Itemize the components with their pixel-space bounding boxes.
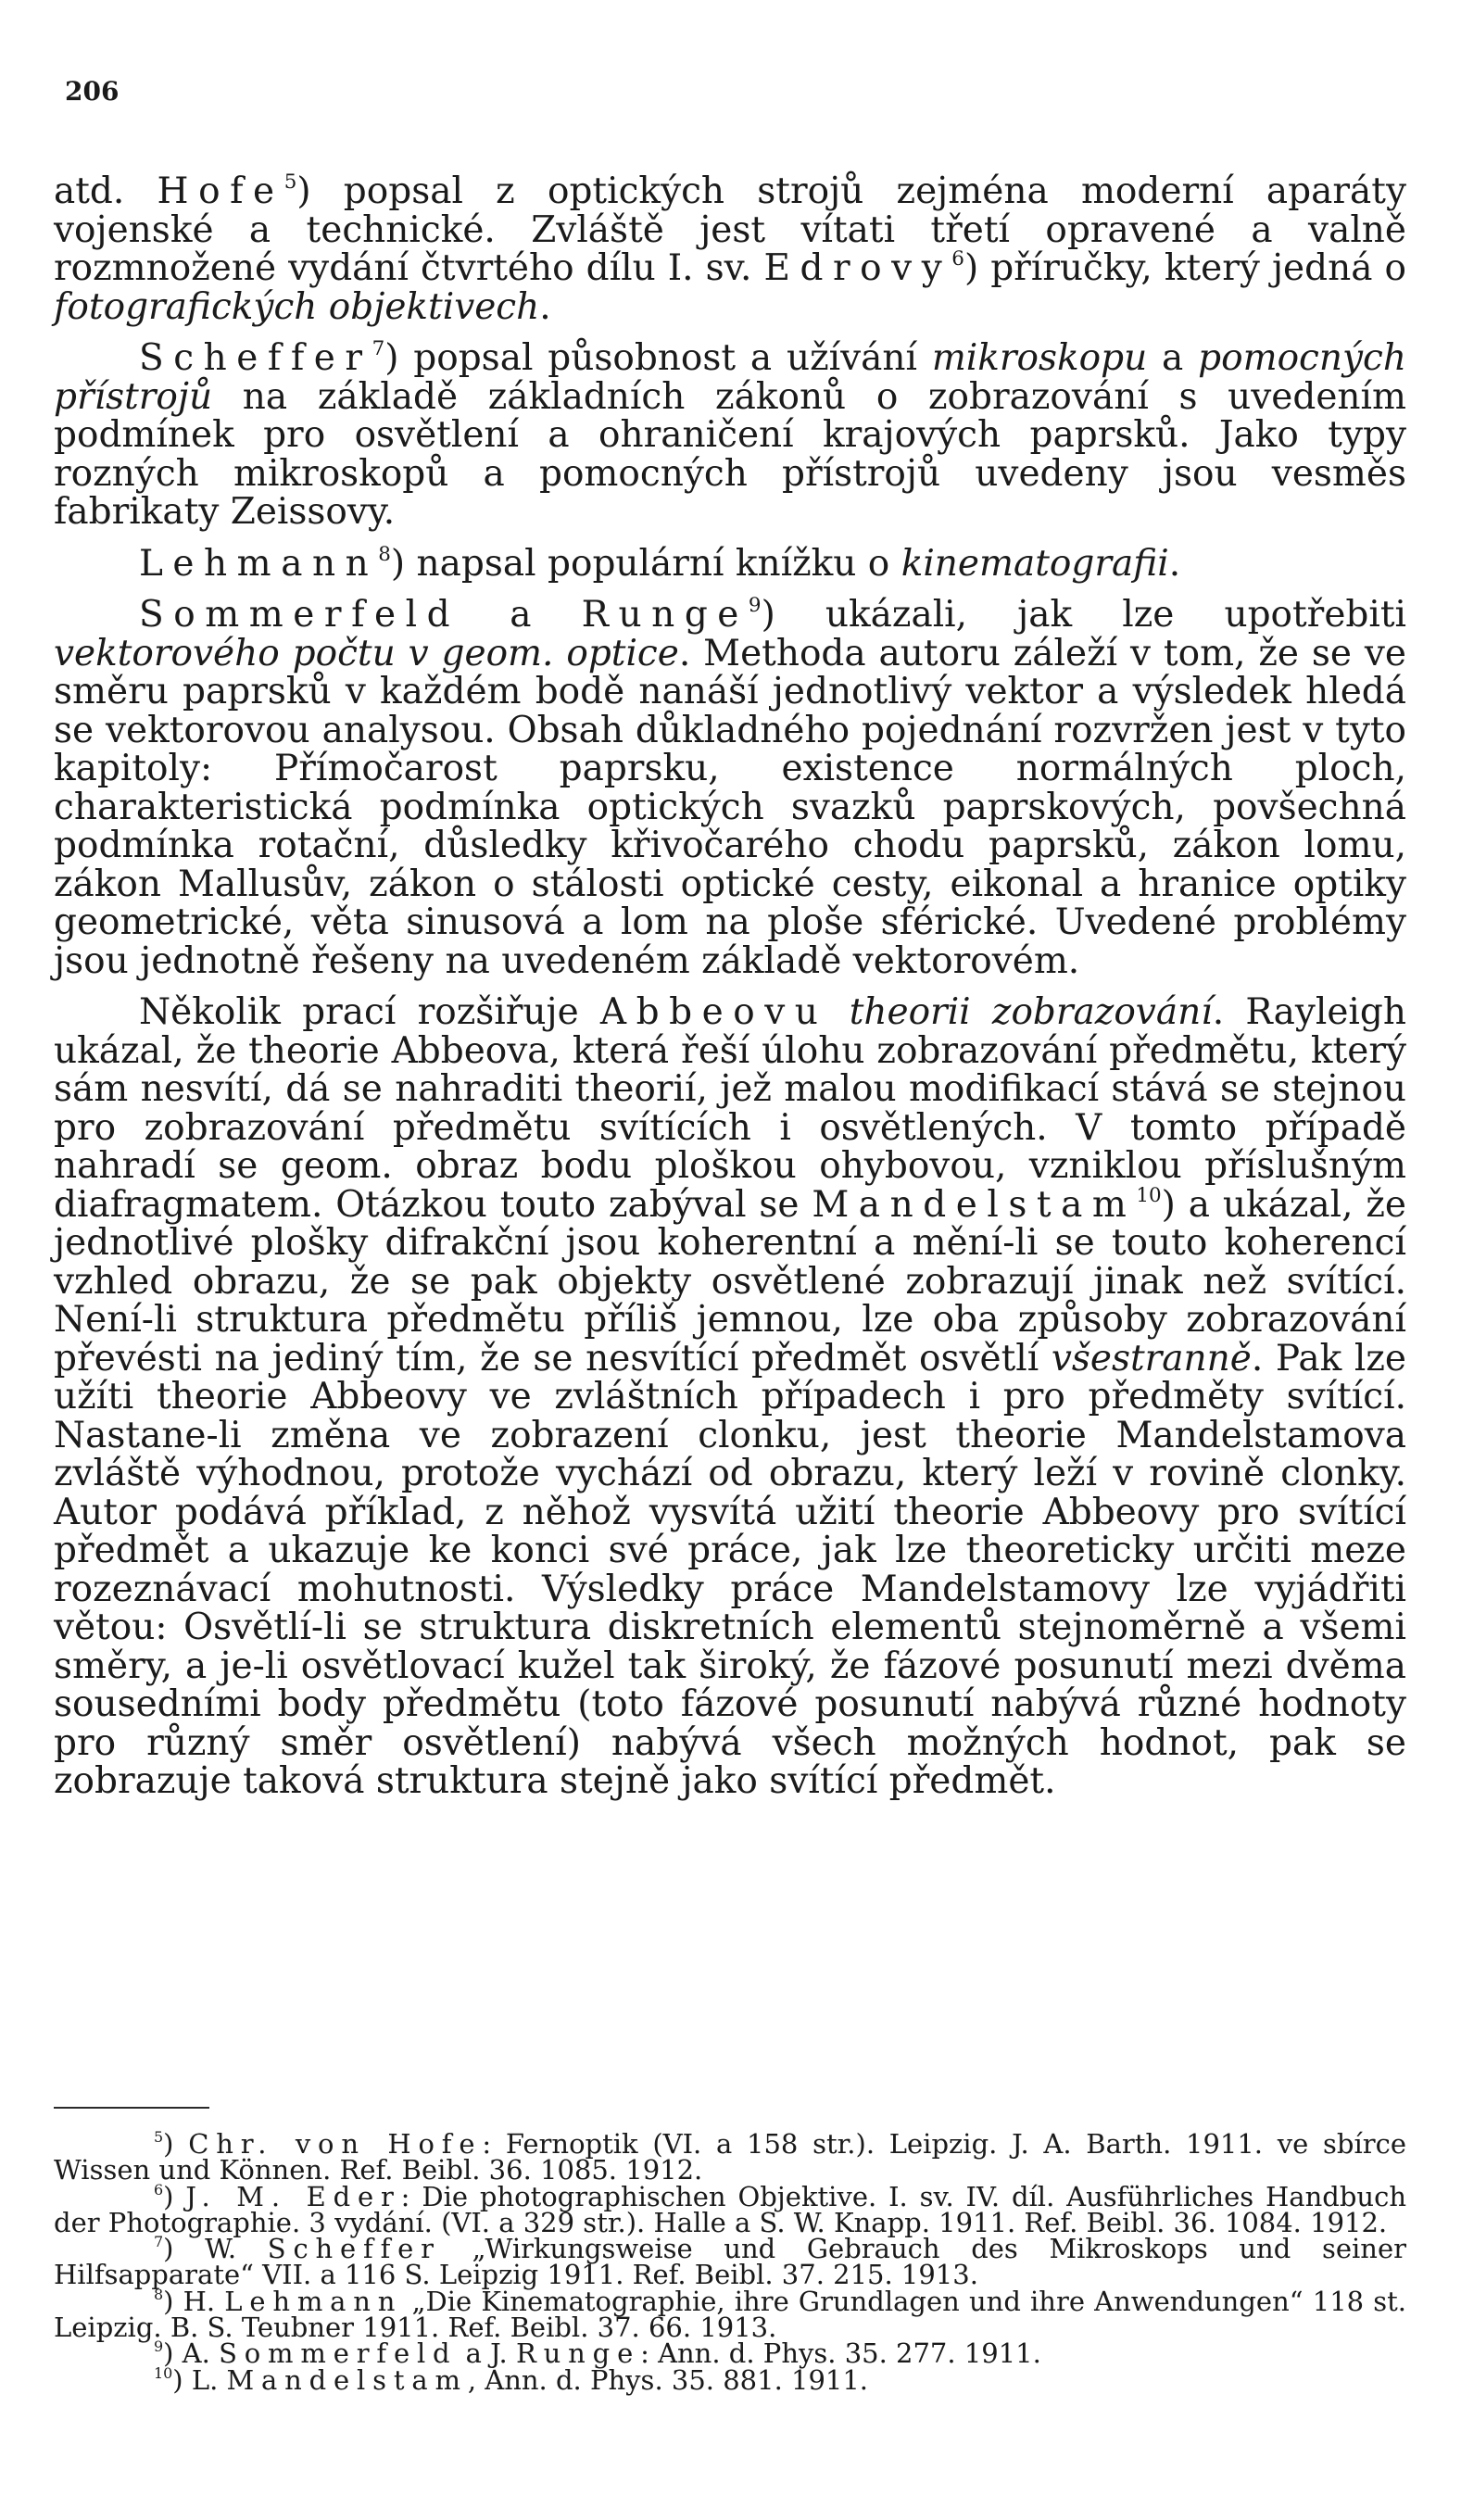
paragraph-lehmann <box>54 542 1406 585</box>
author-name: Mandelstam <box>812 1183 1137 1226</box>
footnote-ref: 9 <box>748 593 762 617</box>
text-run: atd. <box>54 170 157 212</box>
author-name: J. M. Eder <box>185 2180 401 2212</box>
author-name: Scheffer <box>139 337 372 379</box>
footnote-ref: 5 <box>283 170 297 194</box>
author-name: Lehmann <box>139 542 379 585</box>
text-run: . Rayleigh ukázal, že theorie Abbeova, která řeší úlohu zobrazování předmětu, který sám nesvítí, dá se nahraditi theorií, jež malou modifikací stává se stejnou pro zobrazování předmětu svítících i osvětlených. V tomto případě nahradí se geom. obraz bodu ploškou ohybovou, vzniklou příslušným diafragmatem. Otázkou touto zabýval se <box>54 991 1406 1226</box>
footnote-number: 6 <box>154 2180 164 2199</box>
emphasis-text: pomocných přístrojů <box>54 337 1406 418</box>
text-run: ) příručky, který jedná o <box>964 247 1406 289</box>
emphasis-text: mikroskopu <box>931 337 1148 379</box>
text-run: ) H. <box>163 2285 225 2317</box>
author-name: Lehmann <box>224 2285 403 2317</box>
footnote-ref: 6 <box>951 246 964 271</box>
author-name: Sommerfeld <box>219 2337 458 2370</box>
author-name: Edrovy <box>763 247 952 289</box>
paragraph-abbe <box>54 993 1406 1801</box>
author-name: Scheffer <box>267 2233 441 2265</box>
text-run: . Pak lze užíti theorie Abbeovy ve zvláštních případech i pro předměty svítící. Nastane-li změna ve zobrazení clonku, jest theorie Mandelstamova zvláště výhodnou, protože vychází od obrazu, který leží v rovině clonky. Autor podává příklad, z něhož vysvítá užití theorie Abbeovy pro svítící předmět a ukazuje ke konci své práce, jak lze theoreticky určiti meze rozeznávací mohutnosti. Výsledky práce Mandelstamovy lze vyjádřiti větou: Osvětlí-li se struktura diskretních elementů stejnoměrně a všemi směry, a je-li osvětlovací kužel tak široký, že fázové posunutí mezi dvěma sousedními body předmětu (toto fázové posunutí nabývá různé hodnoty pro různý směr osvětlení) nabývá všech možných hodnot, pak se zobrazuje taková struktura stejně jako svítící předmět. <box>54 1337 1406 1802</box>
footnotes <box>54 2128 1407 2396</box>
footnote-ref: 10 <box>1136 1183 1162 1207</box>
text-run: ) popsal z optických strojů zejména moderní aparáty vojenské a technické. Zvláště jest vítati třetí opravené a valně rozmnožené vydání čtvrtého dílu I. sv. <box>54 170 1407 289</box>
body-text <box>54 172 1406 1801</box>
emphasis-text: vektorového počtu v geom. optice <box>54 632 679 674</box>
footnote-number: 7 <box>154 2233 164 2251</box>
text-run: ) a ukázal, že jednotlivé plošky difrakční jsou koherentní a mění-li se touto koherencí vzhled obrazu, že se pak objekty osvětlené zobrazují jinak než svítící. Není-li struktura předmětu příliš jemnou, lze oba způsoby zobrazování převésti na jediný tím, že se nesvítící předmět osvětlí <box>54 1183 1406 1380</box>
footnote-7 <box>54 2233 1406 2291</box>
footnote-divider <box>54 2107 209 2109</box>
author-name: Sommerfeld <box>139 594 460 636</box>
text-run: : Ann. d. Phys. 35. 277. 1911. <box>640 2337 1041 2370</box>
text-run: ) W. <box>163 2233 268 2265</box>
footnote-ref: 8 <box>378 542 391 566</box>
text-run: : Die photographischen Objektive. I. sv. IV. díl. Ausführliches Handbuch der Photographie. 3 vydání. (VI. a 329 str.). Halle a S. W. Knapp. 1911. Ref. Beibl. 36. 1084. 1912. <box>54 2180 1407 2238</box>
author-name: Runge <box>516 2337 641 2370</box>
author-name: Abbeovu <box>599 991 828 1033</box>
footnote-6 <box>54 2180 1407 2238</box>
text-run <box>827 991 849 1033</box>
footnote-5 <box>54 2128 1406 2186</box>
text-run: Několik prací rozšiřuje <box>139 991 600 1033</box>
text-run: a <box>460 594 582 636</box>
footnote-number: 10 <box>154 2363 173 2382</box>
text-run: , Ann. d. Phys. 35. 881. 1911. <box>467 2363 869 2396</box>
text-run: ) popsal působnost a užívání <box>384 337 932 379</box>
text-run: ) L. <box>172 2363 227 2396</box>
text-run: . <box>1168 542 1181 585</box>
text-run: ) ukázali, jak lze upotřebiti <box>761 594 1406 636</box>
text-run: a <box>1147 337 1199 379</box>
footnote-8 <box>54 2285 1406 2344</box>
emphasis-text: všestranně <box>1051 1337 1252 1380</box>
text-run: na základě základních zákonů o zobrazování s uvedením podmínek pro osvětlení a ohraničení krajových paprsků. Jako typy rozných mikroskopů a pomocných přístrojů uvedeny jsou vesměs fabrikaty Zeissovy. <box>54 375 1406 533</box>
paragraph-scheffer <box>54 336 1406 533</box>
emphasis-text: kinematografii <box>901 542 1169 585</box>
author-name: Runge <box>581 594 749 636</box>
text-run: a J. <box>457 2337 516 2370</box>
text-run: „Die Kinematographie, ihre Grundlagen und ihre Anwendungen“ 118 st. Leipzig. B. S. Teubner 1911. Ref. Beibl. 37. 66. 1913. <box>54 2285 1406 2344</box>
emphasis-text: fotografických objektivech <box>54 285 540 328</box>
text-run: ) <box>163 2128 189 2160</box>
footnote-number: 5 <box>154 2128 164 2147</box>
paragraph-hofe <box>54 172 1406 326</box>
author-name: Mandelstam <box>226 2363 468 2396</box>
text-run: . Methoda autoru záleží v tom, že se ve směru paprsků v každém bodě nanáší jednotlivý vektor a výsledek hledá se vektorovou analysou. Obsah důkladného pojednání rozvržen jest v tyto kapitoly: Přímočarost paprsku, existence normálných ploch, charakteristická podmínka optických svazků paprskových, povšechná podmínka rotační, důsledky křivočarého chodu paprsků, zákon lomu, zákon Mallusův, zákon o stálosti optické cesty, eikonal a hranice optiky geometrické, věta sinusová a lom na ploše sférické. Uvedené problémy jsou jednotně řešeny na uvedeném základě vektorovém. <box>54 632 1406 982</box>
author-name: Hofe <box>157 170 284 212</box>
text-run: : Fernoptik (VI. a 158 str.). Leipzig. J. A. Barth. 1911. ve sbírce Wissen und Können. Ref. Beibl. 36. 1085. 1912. <box>54 2128 1406 2186</box>
footnote-number: 8 <box>154 2285 164 2303</box>
footnote-10 <box>54 2363 1406 2396</box>
text-run: ) napsal populární knížku o <box>390 542 901 585</box>
text-run: . <box>539 285 551 328</box>
paragraph-sommerfeld <box>54 593 1406 982</box>
page-number: 206 <box>65 76 120 107</box>
text-run: ) A. <box>163 2337 220 2370</box>
text-run: ) <box>163 2180 186 2212</box>
emphasis-text: theorii zobrazování <box>849 991 1213 1033</box>
footnote-number: 9 <box>154 2337 164 2356</box>
footnote-ref: 7 <box>372 336 385 360</box>
author-name: Chr. von Hofe <box>188 2128 483 2160</box>
footnote-9 <box>54 2337 1406 2370</box>
text-run: „Wirkungsweise und Gebrauch des Mikroskops und seiner Hilfsapparate“ VII. a 116 S. Leipzig 1911. Ref. Beibl. 37. 215. 1913. <box>54 2233 1406 2291</box>
